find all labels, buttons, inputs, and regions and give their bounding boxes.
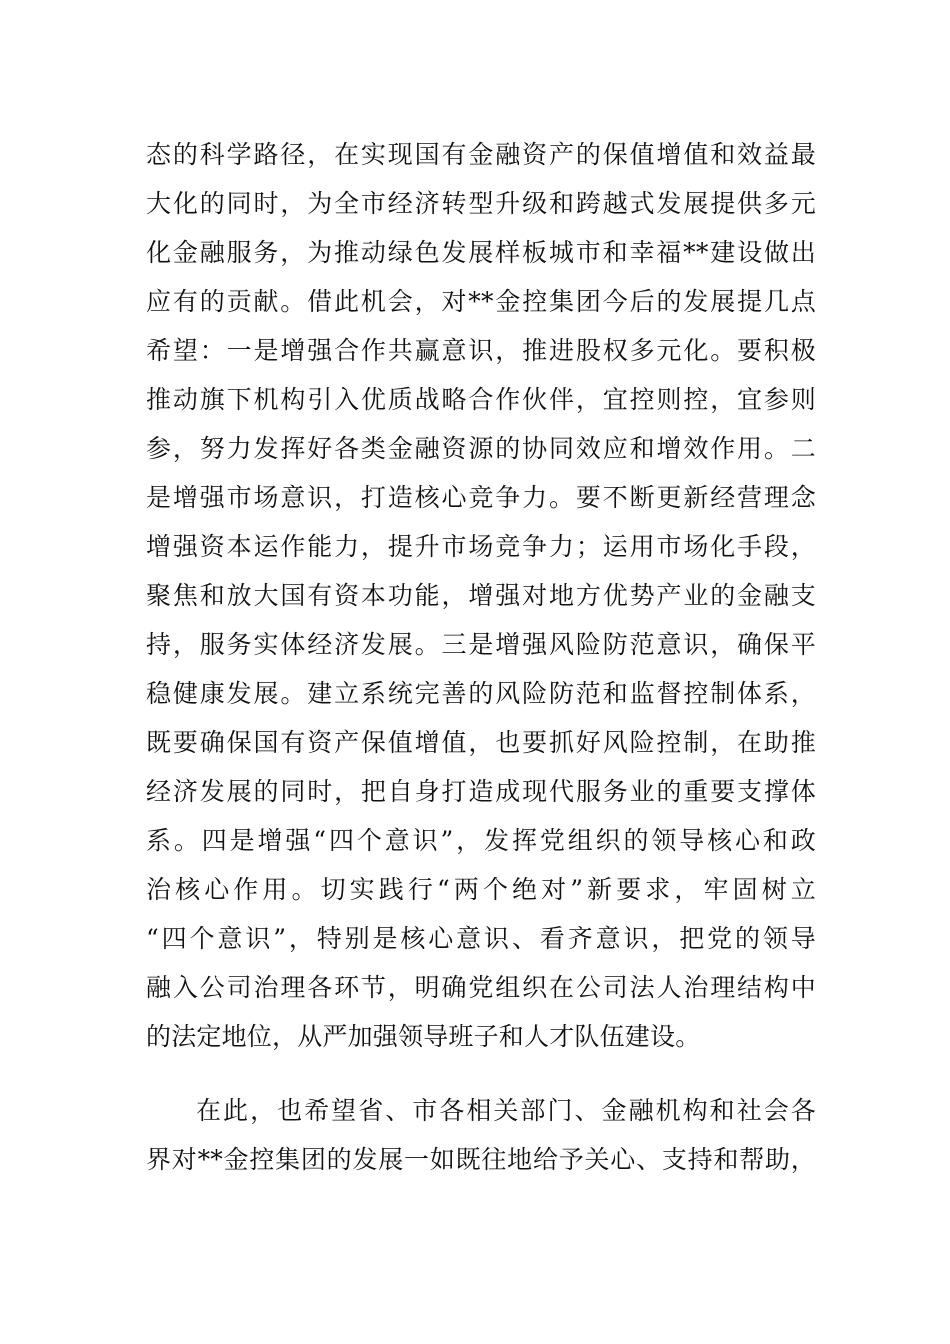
paragraph-line: 化金融服务，为推动绿色发展样板城市和幸福**建设做出 <box>146 238 816 267</box>
paragraph-line: 应有的贡献。借此机会，对**金控集团今后的发展提几点 <box>146 287 816 316</box>
paragraph-line: 希望：一是增强合作共赢意识，推进股权多元化。要积极 <box>146 336 816 365</box>
paragraph-line: 是增强市场意识，打造核心竞争力。要不断更新经营理念 <box>146 483 816 512</box>
paragraph-line: 融入公司治理各环节，明确党组织在公司法人治理结构中 <box>146 973 816 1002</box>
paragraph-line: 既要确保国有资产保值增值，也要抓好风险控制，在助推 <box>146 728 816 757</box>
paragraph-line: 持，服务实体经济发展。三是增强风险防范意识，确保平 <box>146 630 816 659</box>
paragraph-line: 的法定地位，从严加强领导班子和人才队伍建设。 <box>146 1022 701 1051</box>
paragraph-line: 在此，也希望省、市各相关部门、金融机构和社会各 <box>196 1096 816 1125</box>
paragraph-line: 推动旗下机构引入优质战略合作伙伴，宜控则控，宜参则 <box>146 385 816 414</box>
paragraph-line: 系。四是增强“四个意识”，发挥党组织的领导核心和政 <box>146 826 816 855</box>
paragraph-line: 界对**金控集团的发展一如既往地给予关心、支持和帮助， <box>146 1145 816 1174</box>
paragraph-line: 增强资本运作能力，提升市场竞争力；运用市场化手段， <box>146 532 816 561</box>
paragraph-1 <box>146 130 816 1061</box>
paragraph-line: 治核心作用。切实践行“两个绝对”新要求，牢固树立 <box>146 875 816 904</box>
paragraph-line: 参，努力发挥好各类金融资源的协同效应和增效作用。二 <box>146 434 816 463</box>
paragraph-line: 大化的同时，为全市经济转型升级和跨越式发展提供多元 <box>146 189 816 218</box>
paragraph-line: “四个意识”，特别是核心意识、看齐意识，把党的领导 <box>146 924 816 953</box>
paragraph-2 <box>146 1086 816 1184</box>
paragraph-line: 稳健康发展。建立系统完善的风险防范和监督控制体系， <box>146 679 816 708</box>
paragraph-line: 聚焦和放大国有资本功能，增强对地方优势产业的金融支 <box>146 581 816 610</box>
paragraph-line: 态的科学路径，在实现国有金融资产的保值增值和效益最 <box>146 140 816 169</box>
paragraph-line: 经济发展的同时，把自身打造成现代服务业的重要支撑体 <box>146 777 816 806</box>
